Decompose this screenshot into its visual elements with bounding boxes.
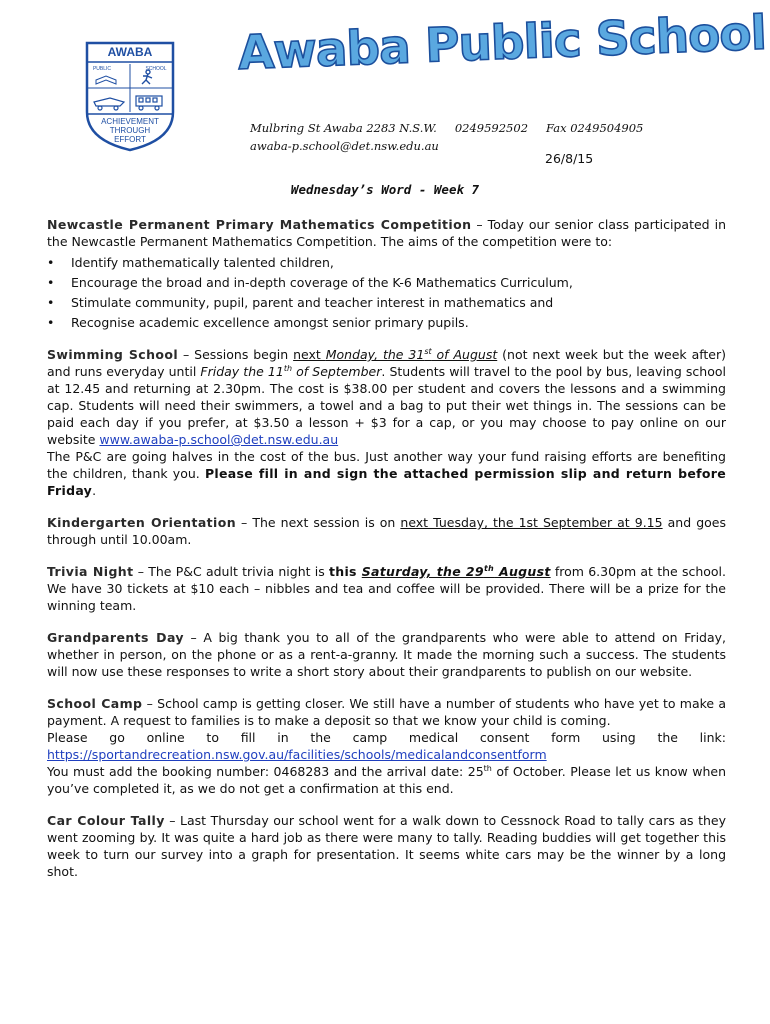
medical-consent-link[interactable]: https://sportandrecreation.nsw.gov.au/facilities/schools/medicalandconsentform [47, 747, 547, 762]
list-item: • Identify mathematically talented children, [47, 255, 726, 271]
newsletter-body [47, 216, 726, 895]
newsletter-heading: Wednesday’s Word - Week 7 [290, 182, 480, 197]
newsletter-date: 26/8/15 [545, 151, 594, 166]
crest-motto-3: EFFORT [114, 135, 146, 144]
school-address: Mulbring St Awaba 2283 N.S.W. [250, 121, 437, 135]
school-crest-logo [84, 40, 176, 152]
crest-name: AWABA [107, 45, 153, 59]
section-car-colour-tally: Car Colour Tally – Last Thursday our school went for a walk down to Cessnock Road to tally cars as they went zooming by. It was quite a hard job as there were many to tally. Reading buddies will get together this week to turn our survey into a graph for presentation. It seems white cars may be the winner by a long shot. [47, 813, 726, 879]
crest-motto-1: ACHIEVEMENT [101, 117, 159, 126]
school-website-link[interactable]: www.awaba-p.school@det.nsw.edu.au [99, 432, 339, 447]
section-heading: Car Colour Tally [47, 813, 165, 828]
section-grandparents-day: Grandparents Day – A big thank you to all of the grandparents who were able to attend on Friday, whether in person, on the phone or as a rent-a-granny. It made the morning such a success. The students will now use these responses to write a short story about their grandparents to publish on our website. [47, 630, 727, 679]
section-heading: Swimming School [47, 347, 179, 362]
crest-left: PUBLIC [92, 66, 112, 72]
section-kindergarten-orientation: Kindergarten Orientation – The next session is on next Tuesday, the 1st September at 9.15 and goes through until 10.00am. [47, 515, 726, 547]
list-item: • Recognise academic excellence amongst senior primary pupils. [47, 315, 726, 331]
list-item: • Encourage the broad and in-depth coverage of the K-6 Mathematics Curriculum, [47, 275, 726, 291]
section-heading: Grandparents Day [47, 630, 184, 645]
section-swimming-school: Swimming School – Sessions begin next Monday, the 31st of August (not next week but the week after) and runs everyday until Friday the 11th of September. Students will travel to the pool by bus, leaving school at 12.45 and returning at 2.30pm. The cost is $38.00 per student and covers the lessons and a swimming cap. Students will need their swimmers, a towel and a bag to put their wet things in. The sessions can be paid each day if you prefer, at $3.50 a lesson + $3 for a cap, or you may choose to pay online on our website www.awaba-p.school@det.nsw.edu.au The P&C are going halves in the cost of the bus. Just another way your fund raising efforts are benefiting the children, thank you. Please fill in and sign the attached permission slip and return before Friday. [47, 346, 727, 498]
section-heading: School Camp [47, 696, 143, 711]
section-heading: Kindergarten Orientation [47, 515, 236, 530]
contact-line [250, 121, 643, 135]
crest-right: SCHOOL [145, 66, 167, 72]
school-title: Awaba Public School [236, 5, 767, 81]
section-trivia-night: Trivia Night – The P&C adult trivia night is this Saturday, the 29th August from 6.30pm at the school. We have 30 tickets at $10 each – nibbles and tea and coffee will be provided. There will be a prize for the winning team. [47, 563, 726, 613]
school-fax: Fax 0249504905 [546, 121, 644, 135]
aims-list [47, 255, 726, 331]
section-heading: Trivia Night [47, 564, 134, 579]
permission-slip-note: Please fill in and sign the attached permission slip and return before Friday [47, 466, 726, 498]
section-maths-competition: Newcastle Permanent Primary Mathematics Competition – Today our senior class participated in the Newcastle Permanent Mathematics Competition. The aims of the competition were to: • Identify mathematically talented children, • Encourage the broad and in-depth coverage of the K-6 Mathematics Curriculum, • Stimulate community, pupil, parent and teacher interest in mathematics and • Recognise academic excellence amongst senior primary pupils. [47, 216, 726, 331]
section-heading: Newcastle Permanent Primary Mathematics Competition [47, 217, 472, 232]
school-email: awaba-p.school@det.nsw.edu.au [250, 139, 439, 153]
school-phone: 0249592502 [454, 121, 529, 135]
section-school-camp: School Camp – School camp is getting closer. We still have a number of students who have yet to make a payment. A request to families is to make a deposit so that we know your child is coming. Please go online to fill in the camp medical consent form using the link: https://sportandrecreation.nsw.gov.au/facilities/schools/medicalandconsentform You must add the booking number: 0468283 and the arrival date: 25th of October. Please let us know when you’ve completed it, as we do not get a confirmation at this end. [47, 696, 726, 796]
list-item: • Stimulate community, pupil, parent and teacher interest in mathematics and [47, 295, 726, 311]
crest-motto-2: THROUGH [109, 126, 151, 135]
